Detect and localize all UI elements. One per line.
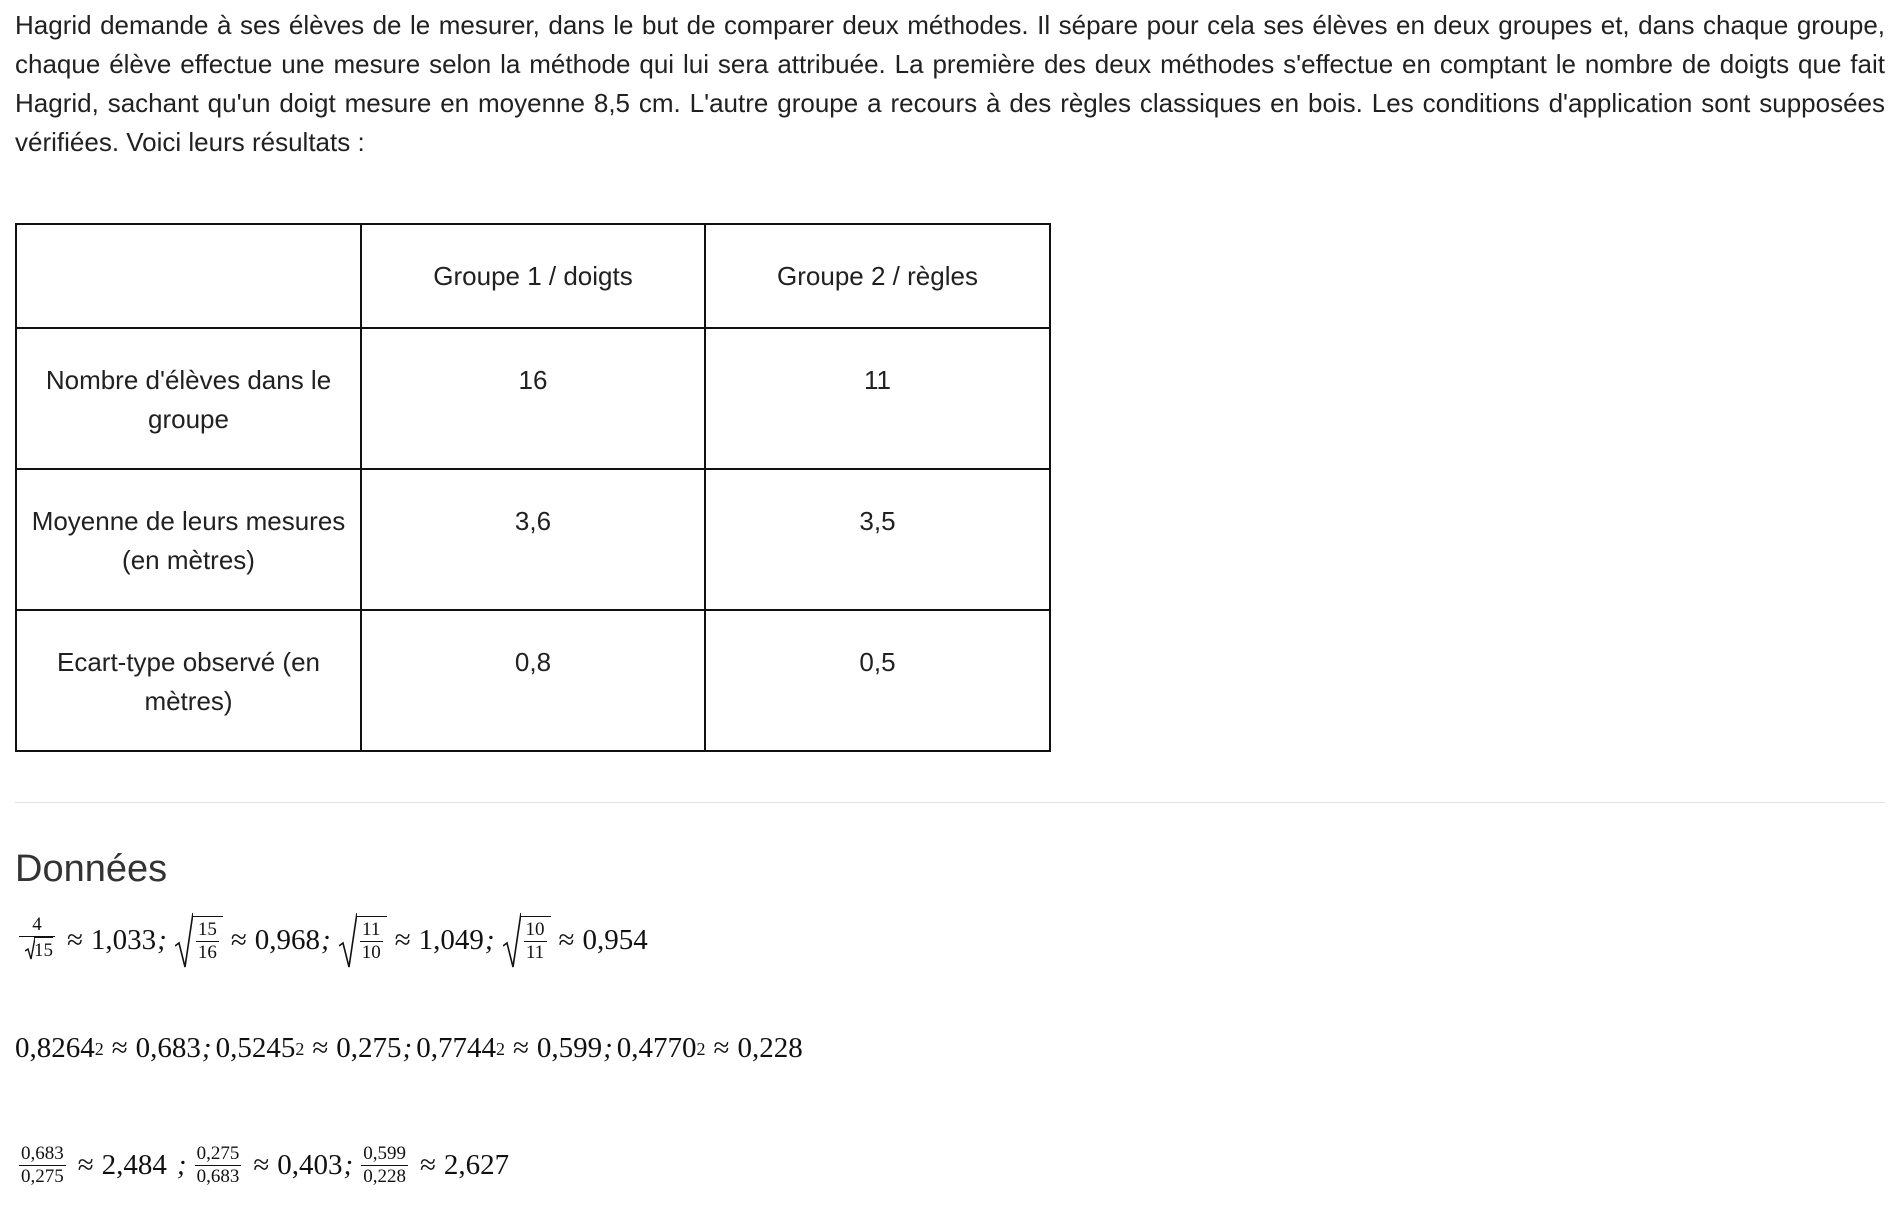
result-value: 0,228 — [737, 1032, 803, 1064]
sqrt-symbol — [25, 937, 53, 962]
cell-group2: 0,5 — [705, 610, 1050, 751]
intro-paragraph: Hagrid demande à ses élèves de le mesurer, dans le but de comparer deux méthodes. Il sépare pour cela ses élèves en deux groupes et, dans chaque groupe, chaque élève effectue une mesure selon la méthode qui lui sera attribuée. La première des deux méthodes s'effectue en comptant le nombre de doigts que fait Hagrid, sachant qu'un doigt mesure en moyenne 8,5 cm. L'autre groupe a recours à des règles classiques en bois. Les conditions d'application sont supposées vérifiées. Voici leurs résultats : — [15, 10, 1885, 157]
separator: ; — [157, 923, 167, 956]
approx-symbol: ≈ — [394, 923, 411, 956]
fraction-numerator: 11 — [362, 919, 381, 940]
fraction-denominator: 11 — [525, 942, 545, 963]
table-row — [16, 328, 1050, 469]
base-value: 0,4770 — [616, 1032, 697, 1064]
approx-symbol: ≈ — [111, 1032, 128, 1064]
table-header-empty — [16, 224, 361, 328]
fraction-numerator: 0,275 — [196, 1142, 240, 1164]
separator: ; — [402, 1032, 413, 1064]
cell-group1: 16 — [361, 328, 705, 469]
table-header-group2: Groupe 2 / règles — [705, 224, 1050, 328]
row-label: Ecart-type observé (en mètres) — [16, 610, 361, 751]
approx-symbol: ≈ — [558, 923, 575, 956]
result-value: 0,683 — [135, 1032, 201, 1064]
row-label: Nombre d'élèves dans le groupe — [16, 328, 361, 469]
fraction-denominator: 0,228 — [363, 1165, 406, 1187]
radicand — [520, 916, 551, 964]
fraction-denominator: 10 — [361, 942, 381, 963]
fraction — [19, 1143, 66, 1188]
result-value: 2,627 — [443, 1148, 510, 1181]
cell-group1: 0,8 — [361, 610, 705, 751]
result-value: 0,275 — [336, 1032, 402, 1064]
result-value: 2,484 — [101, 1148, 167, 1181]
separator: ; — [484, 923, 495, 956]
separator: ; — [343, 1148, 354, 1181]
cell-group2: 11 — [705, 328, 1050, 469]
radicand — [356, 916, 387, 964]
approx-symbol: ≈ — [512, 1032, 529, 1064]
fraction-numerator: 15 — [197, 919, 217, 940]
result-value: 0,403 — [277, 1148, 343, 1181]
sqrt-fraction-15-16 — [175, 912, 223, 968]
fraction-numerator: 0,599 — [363, 1142, 406, 1164]
cell-group1: 3,6 — [361, 469, 705, 610]
radicand — [192, 916, 223, 964]
approx-symbol: ≈ — [67, 923, 83, 956]
separator: ; — [201, 1032, 212, 1064]
sqrt-fraction-11-10 — [339, 912, 387, 968]
base-value: 0,7744 — [416, 1032, 496, 1064]
result-value: 1,033 — [90, 923, 157, 956]
row-label: Moyenne de leurs mesures (en mètres) — [16, 469, 361, 610]
result-value: 0,954 — [582, 923, 648, 956]
approx-symbol: ≈ — [419, 1148, 436, 1181]
base-value: 0,8264 — [15, 1032, 95, 1064]
fraction — [524, 919, 547, 964]
fraction — [195, 1143, 242, 1188]
fraction-denominator: 16 — [197, 942, 217, 963]
math-line-2: 0,8264 2 ≈ 0,683 ; 0,5245 2 ≈ 0,275 ; 0,7744 2 ≈ 0,599 ; 0,4770 2 ≈ 0,228 — [15, 1032, 803, 1064]
fraction-denominator: 0,275 — [21, 1165, 64, 1187]
results-table — [15, 223, 1051, 752]
approx-symbol: ≈ — [230, 923, 247, 956]
fraction — [360, 919, 383, 964]
table-header-row — [16, 224, 1050, 328]
approx-symbol: ≈ — [713, 1032, 730, 1064]
table-header-group1: Groupe 1 / doigts — [361, 224, 705, 328]
approx-symbol: ≈ — [77, 1148, 94, 1181]
radical-sign-icon — [175, 912, 193, 968]
table-row — [16, 610, 1050, 751]
separator: ; — [603, 1032, 613, 1064]
result-value: 0,968 — [254, 923, 321, 956]
fraction-4-over-sqrt15 — [19, 914, 55, 967]
separator: ; — [176, 1148, 187, 1181]
separator: ; — [321, 923, 331, 956]
sqrt-fraction-10-11 — [503, 912, 551, 968]
base-value: 0,5245 — [215, 1032, 296, 1064]
radical-sign-icon — [339, 912, 357, 968]
result-value: 1,049 — [418, 923, 484, 956]
fraction-denominator: 0,683 — [196, 1165, 240, 1187]
math-line-1 — [15, 905, 648, 975]
result-value: 0,599 — [536, 1032, 603, 1064]
radical-sign-icon — [503, 912, 521, 968]
approx-symbol: ≈ — [312, 1032, 329, 1064]
section-title: Données — [15, 848, 168, 890]
fraction-denominator — [19, 937, 55, 967]
math-line-3 — [15, 1130, 509, 1200]
section-divider — [15, 802, 1885, 803]
radicand: 15 — [34, 937, 53, 962]
table-row — [16, 469, 1050, 610]
approx-symbol: ≈ — [253, 1148, 270, 1181]
fraction-numerator: 4 — [32, 913, 42, 935]
fraction — [361, 1143, 408, 1188]
fraction — [196, 919, 219, 964]
fraction-numerator: 10 — [525, 919, 545, 940]
cell-group2: 3,5 — [705, 469, 1050, 610]
fraction-numerator: 0,683 — [21, 1142, 64, 1164]
